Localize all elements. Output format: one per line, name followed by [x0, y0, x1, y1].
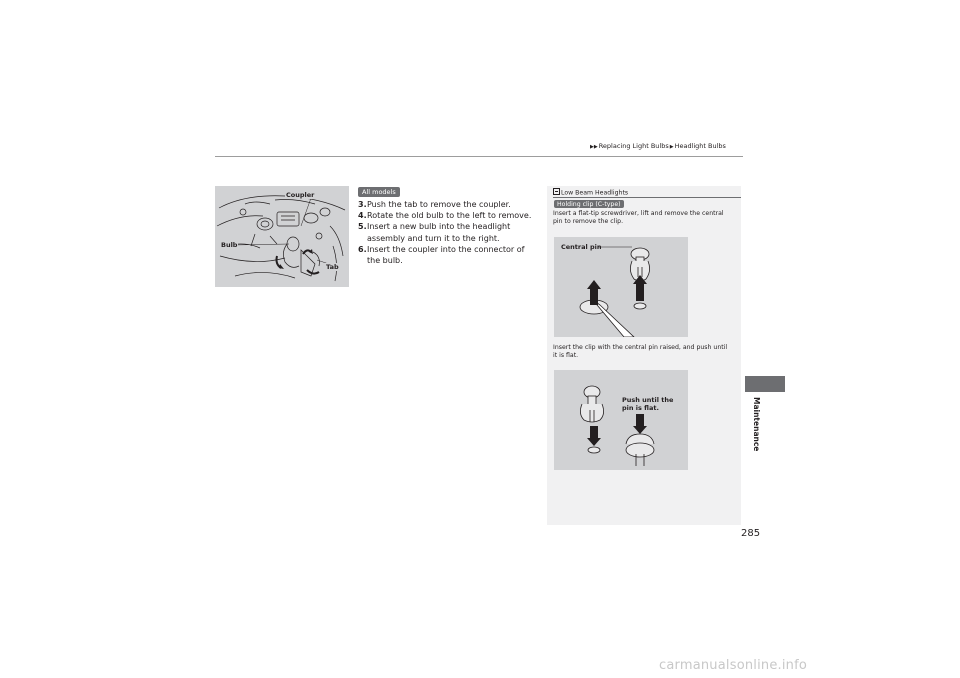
- triangle-icon: ▶: [669, 144, 674, 150]
- step-number: 4.: [358, 211, 367, 221]
- step-text: Push the tab to remove the coupler.: [367, 200, 511, 209]
- note-text-remove: Insert a flat-tip screwdriver, lift and remove the central pin to remove the clip.: [553, 210, 724, 225]
- step-text: Insert a new bulb into the headlight assembly and turn it to the right.: [367, 222, 511, 243]
- clip-type-badge: Holding clip (C-type): [554, 200, 624, 208]
- page-number: 285: [741, 528, 761, 539]
- clip-removal-drawing: [554, 237, 688, 337]
- watermark: carmanualsonline.info: [659, 658, 808, 673]
- notes-panel: [547, 186, 741, 525]
- section-label: Maintenance: [752, 397, 761, 452]
- step-list: [358, 199, 538, 266]
- tab-label: Tab: [326, 263, 339, 271]
- headlight-illustration: [215, 186, 349, 287]
- triangle-icon: ▶▶: [590, 144, 598, 150]
- note-icon: [553, 188, 560, 195]
- step-text: Insert the coupler into the connector of the bulb.: [367, 244, 525, 266]
- coupler-label: Coupler: [286, 191, 315, 199]
- bulb-label: Bulb: [221, 241, 238, 249]
- notes-heading-text: Low Beam Headlights: [561, 189, 629, 197]
- note-text-insert: Insert the clip with the central pin raised, and push until it is flat.: [553, 344, 728, 359]
- notes-divider: [553, 197, 741, 198]
- step-item: [358, 221, 538, 243]
- step-number: 3.: [358, 200, 367, 209]
- clip-removal-illustration: [554, 237, 688, 337]
- central-pin-label: Central pin: [561, 243, 602, 251]
- breadcrumb: [589, 142, 726, 150]
- step-item: [358, 199, 538, 210]
- push-label-line1: Push until the: [622, 396, 674, 404]
- breadcrumb-item: Replacing Light Bulbs: [598, 142, 669, 150]
- push-label-line2: pin is flat.: [622, 404, 659, 412]
- clip-insert-illustration: [554, 370, 688, 470]
- clip-insert-drawing: [554, 370, 688, 470]
- push-until-flat-label: [622, 396, 673, 412]
- step-item: [358, 244, 538, 266]
- step-number: 5.: [358, 222, 367, 232]
- section-tab: [745, 376, 785, 392]
- step-text: Rotate the old bulb to the left to remove.: [367, 211, 532, 221]
- step-item: [358, 210, 538, 221]
- notes-heading: [553, 188, 628, 197]
- engine-bay-drawing: [215, 186, 349, 287]
- all-models-badge: All models: [358, 187, 400, 197]
- step-number: 6.: [358, 244, 367, 254]
- breadcrumb-item: Headlight Bulbs: [674, 142, 726, 150]
- header-divider: [215, 156, 743, 157]
